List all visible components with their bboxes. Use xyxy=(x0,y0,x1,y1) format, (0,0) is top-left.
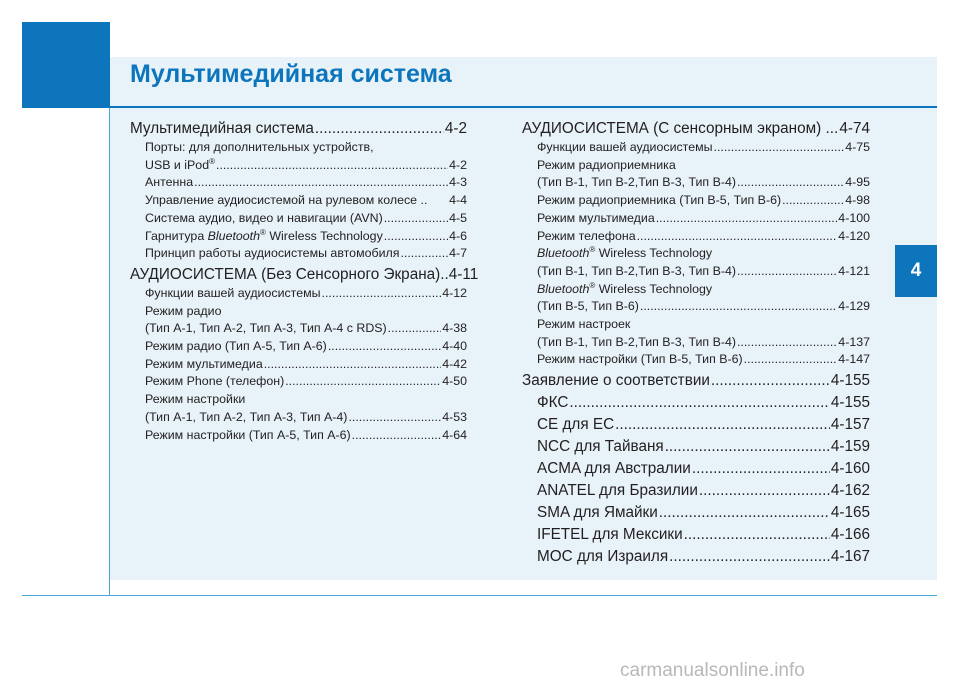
toc-entry[interactable]: Принцип работы аудиосистемы автомобиля ..... 4-7 xyxy=(130,245,467,263)
toc-entry[interactable]: Режим мультимедиа ..... 4-100 xyxy=(522,210,870,228)
toc-entry[interactable]: USB и iPod® ..... 4-2 xyxy=(130,157,467,175)
toc-right-column xyxy=(522,117,870,567)
toc-entry[interactable]: Режим настройки (Тип B-5, Тип B-6) ..... 4-147 xyxy=(522,351,870,369)
toc-entry[interactable]: ACMA для Австралии ..... 4-160 xyxy=(522,458,870,479)
toc-entry[interactable]: Гарнитура Bluetooth® Wireless Technology ..... 4-6 xyxy=(130,228,467,246)
toc-entry-section[interactable]: АУДИОСИСТЕМА (Без Сенсорного Экрана).. 4-11 xyxy=(130,265,479,283)
toc-entry[interactable]: (Тип B-5, Тип B-6) ..... 4-129 xyxy=(522,298,870,316)
toc-entry[interactable]: (Тип B-1, Тип B-2,Тип B-3, Тип B-4) ..... 4-137 xyxy=(522,334,870,352)
toc-entry-section[interactable]: Заявление о соответствии ..... 4-155 xyxy=(522,370,870,391)
toc-entry[interactable]: Система аудио, видео и навигации (AVN) ..... 4-5 xyxy=(130,210,467,228)
toc-entry[interactable]: ФКС ..... 4-155 xyxy=(522,392,870,413)
watermark: carmanualsonline.info xyxy=(620,660,805,681)
toc-left-column xyxy=(130,117,479,444)
toc-entry[interactable]: Режим настройки (Тип A-5, Тип A-6) ..... 4-64 xyxy=(130,427,467,445)
left-divider xyxy=(109,108,110,596)
toc-entry[interactable]: Функции вашей аудиосистемы ..... 4-75 xyxy=(522,139,870,157)
toc-entry[interactable]: Функции вашей аудиосистемы ..... 4-12 xyxy=(130,285,467,303)
chapter-tab[interactable]: 4 xyxy=(895,245,937,297)
toc-entry-text: Режим радиоприемника xyxy=(537,157,676,172)
toc-entry[interactable]: IFETEL для Мексики ..... 4-166 xyxy=(522,524,870,545)
bottom-divider xyxy=(22,595,937,596)
toc-entry[interactable]: Режим мультимедиа ..... 4-42 xyxy=(130,356,467,374)
toc-entry[interactable]: Режим Phone (телефон) ..... 4-50 xyxy=(130,373,467,391)
toc-entry-text: Режим радио xyxy=(145,303,222,318)
toc-entry[interactable]: Управление аудиосистемой на рулевом колесе .. 4-4 xyxy=(145,193,467,208)
toc-entry-text: Bluetooth® Wireless Technology xyxy=(537,245,713,261)
toc-entry[interactable]: NCC для Тайваня ..... 4-159 xyxy=(522,436,870,457)
toc-entry[interactable]: MOC для Израиля ..... 4-167 xyxy=(522,546,870,567)
toc-entry[interactable]: Режим телефона ..... 4-120 xyxy=(522,228,870,246)
title-underline xyxy=(110,106,937,108)
toc-entry[interactable]: (Тип A-1, Тип A-2, Тип A-3, Тип A-4 с RDS) ..... 4-38 xyxy=(130,320,467,338)
toc-entry[interactable]: (Тип B-1, Тип B-2,Тип B-3, Тип B-4) ..... 4-95 xyxy=(522,174,870,192)
toc-entry[interactable]: Антенна ..... 4-3 xyxy=(130,174,467,192)
toc-entry[interactable]: (Тип A-1, Тип A-2, Тип A-3, Тип A-4) ..... 4-53 xyxy=(130,409,467,427)
toc-entry[interactable]: Режим радио (Тип A-5, Тип A-6) ..... 4-40 xyxy=(130,338,467,356)
toc-entry[interactable]: Режим радиоприемника (Тип B-5, Тип B-6) ..... 4-98 xyxy=(522,192,870,210)
toc-entry[interactable]: ANATEL для Бразилии ..... 4-162 xyxy=(522,480,870,501)
toc-entry-text: Bluetooth® Wireless Technology xyxy=(537,280,713,296)
header-blue-block xyxy=(22,22,110,108)
toc-entry[interactable]: SMA для Ямайки ..... 4-165 xyxy=(522,502,870,523)
toc-entry-section[interactable]: Мультимедийная система ..... 4-2 xyxy=(130,118,467,139)
toc-entry-text: Порты: для дополнительных устройств, xyxy=(145,140,374,154)
page-title: Мультимедийная система xyxy=(130,60,452,88)
toc-entry[interactable]: CE для ЕС ..... 4-157 xyxy=(522,414,870,435)
toc-entry-section[interactable]: АУДИОСИСТЕМА (С сенсорным экраном) ... 4-74 xyxy=(522,120,870,137)
toc-entry[interactable]: (Тип B-1, Тип B-2,Тип B-3, Тип B-4) ..... 4-121 xyxy=(522,263,870,281)
toc-entry-text: Режим настройки xyxy=(145,392,246,407)
toc-entry-text: Режим настроек xyxy=(537,317,631,332)
